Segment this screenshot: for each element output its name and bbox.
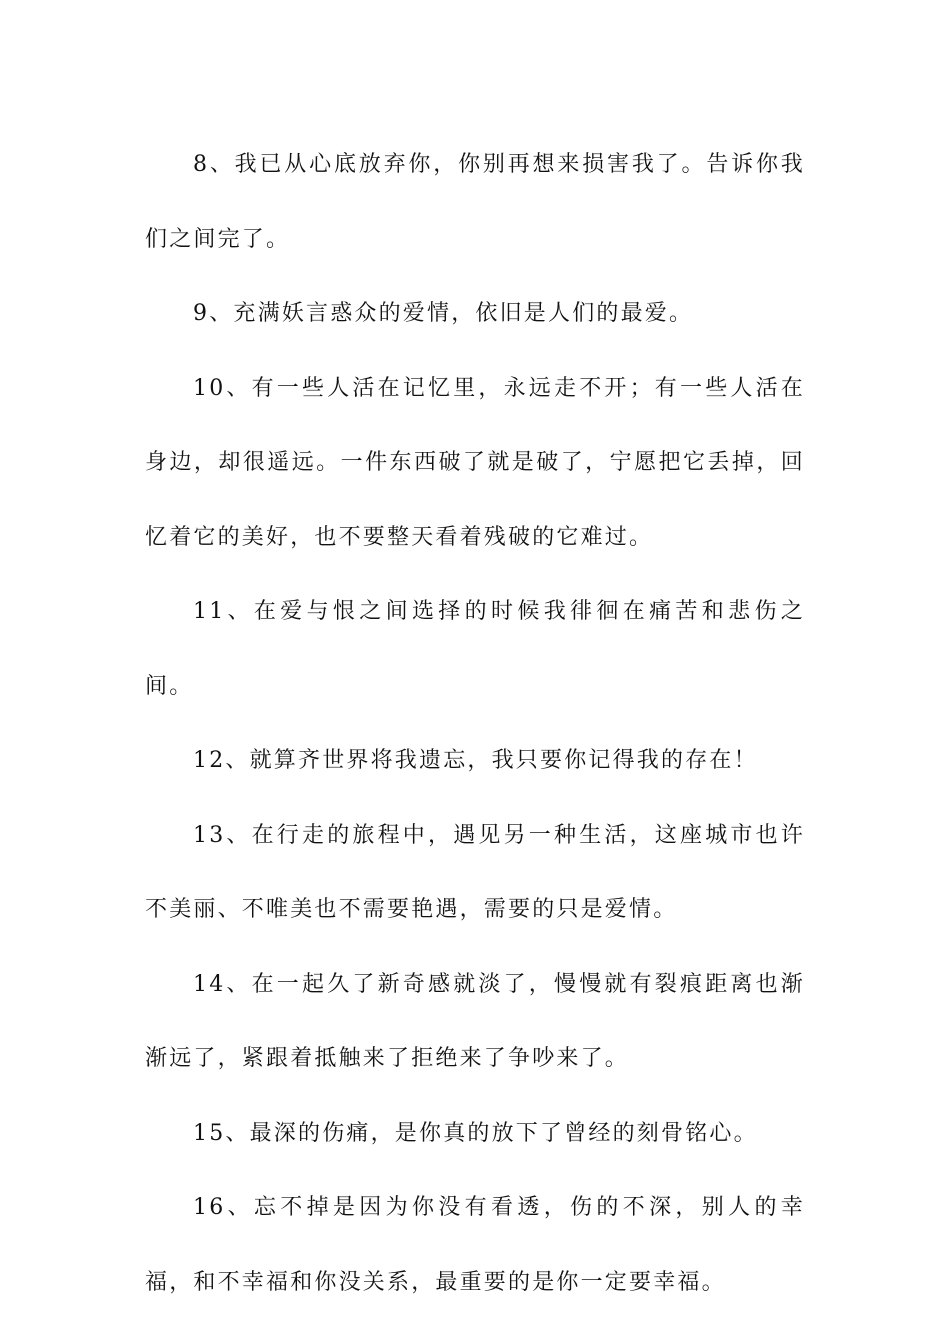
paragraph-9: 9、充满妖言惑众的爱情，依旧是人们的最爱。 <box>193 301 694 326</box>
paragraph-16: 16、忘不掉是因为你没有看透，伤的不深，别人的幸福，和不幸福和你没关系，最重要的是你一定要幸福。 <box>145 1195 805 1295</box>
document-body <box>145 128 805 1320</box>
paragraph-12: 12、就算齐世界将我遗忘，我只要你记得我的存在！ <box>193 748 758 773</box>
paragraph-8: 8、我已从心底放弃你，你别再想来损害我了。告诉你我们之间完了。 <box>145 152 805 252</box>
paragraph-14: 14、在一起久了新奇感就淡了，慢慢就有裂痕距离也渐渐远了，紧跟着抵触来了拒绝来了争吵来了。 <box>145 971 805 1071</box>
paragraph-13: 13、在行走的旅程中，遇见另一种生活，这座城市也许不美丽、不唯美也不需要艳遇，需要的只是爱情。 <box>145 822 805 922</box>
paragraph-10: 10、有一些人活在记忆里，永远走不开；有一些人活在身边，却很遥远。一件东西破了就是破了，宁愿把它丢掉，回忆着它的美好，也不要整天看着残破的它难过。 <box>145 375 805 550</box>
paragraph-11: 11、在爱与恨之间选择的时候我徘徊在痛苦和悲伤之间。 <box>145 599 805 699</box>
paragraph-15: 15、最深的伤痛，是你真的放下了曾经的刻骨铭心。 <box>193 1120 758 1146</box>
